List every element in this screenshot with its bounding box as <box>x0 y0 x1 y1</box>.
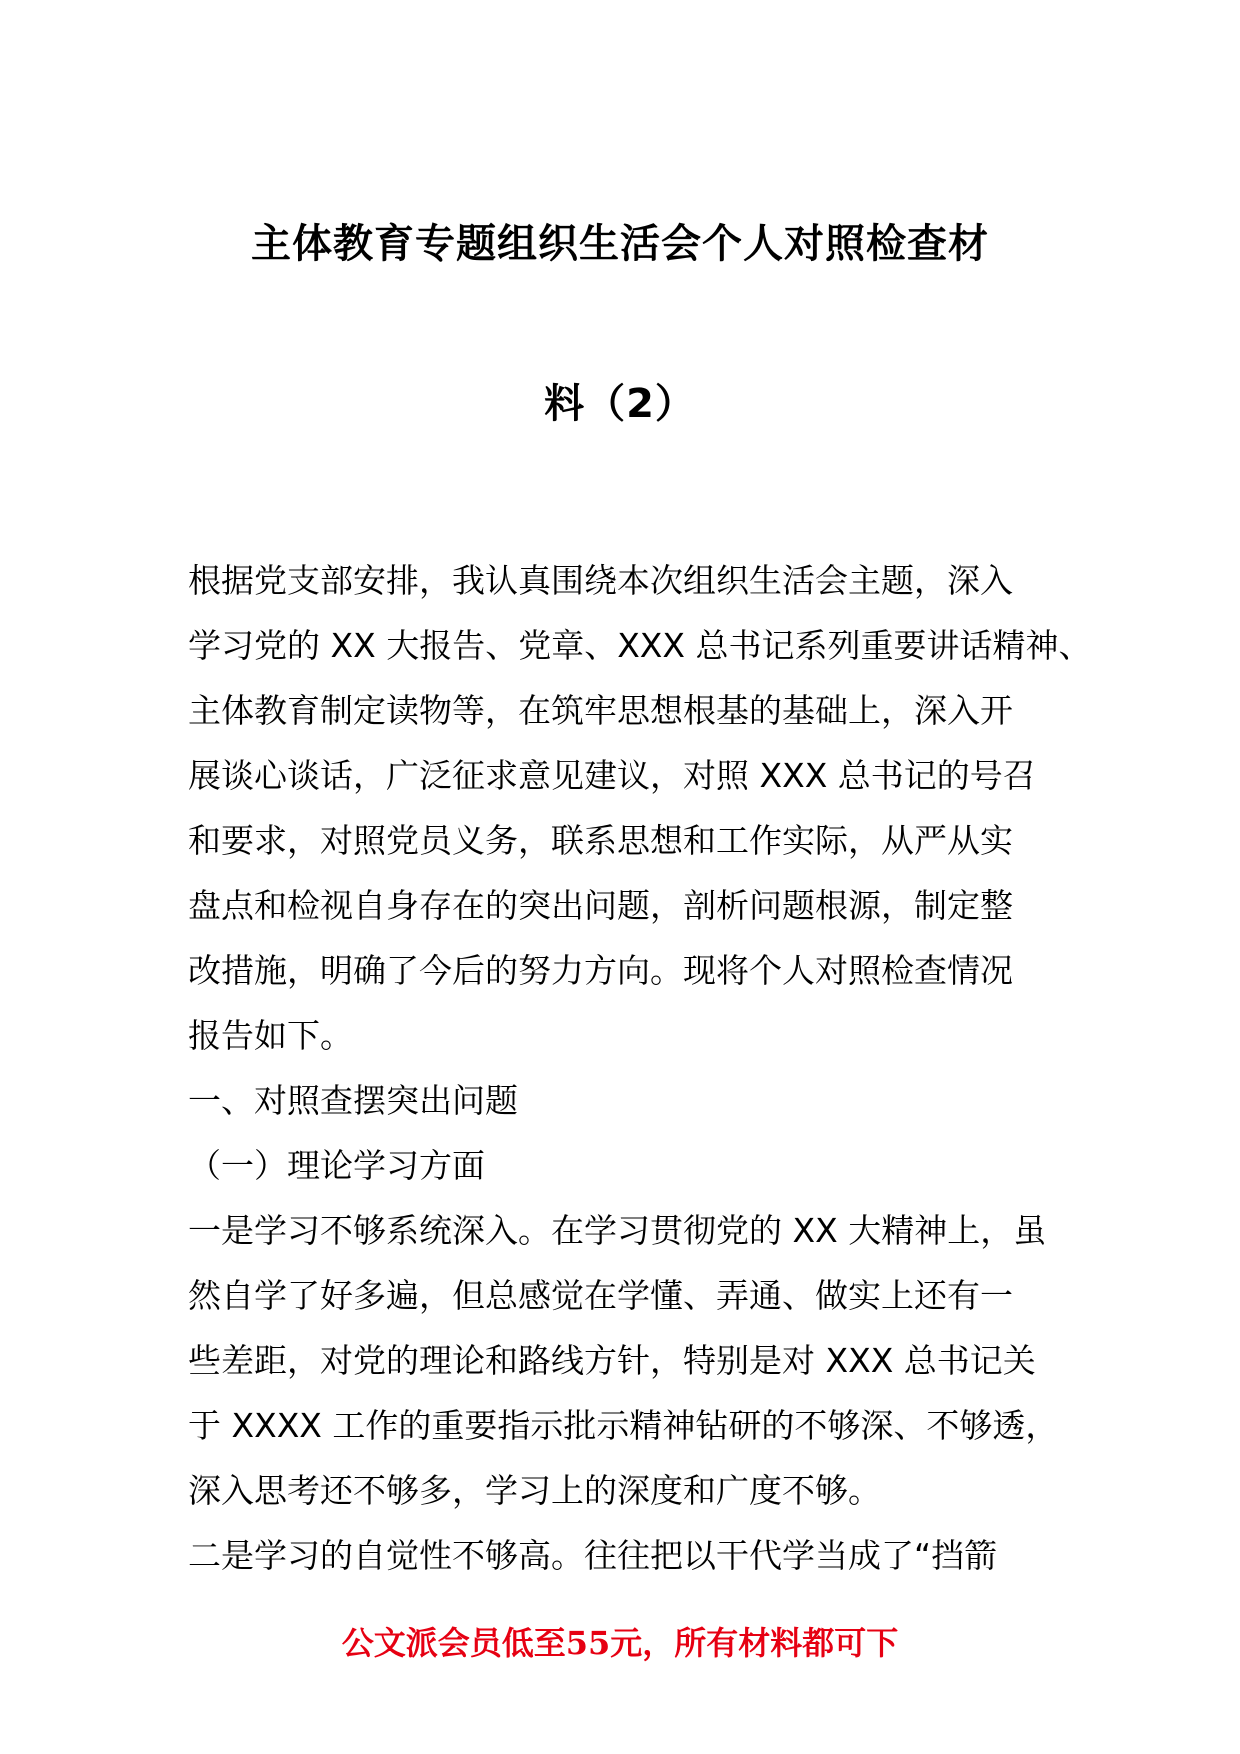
body-line: 根据党支部安排，我认真围绕本次组织生活会主题，深入 <box>188 561 1013 600</box>
body-line: 深入思考还不够多，学习上的深度和广度不够。 <box>188 1471 881 1510</box>
body-line: 二是学习的自觉性不够高。往往把以干代学当成了“挡箭 <box>188 1536 998 1575</box>
subsection-heading: （一）理论学习方面 <box>188 1146 485 1185</box>
body-line: 主体教育制定读物等，在筑牢思想根基的基础上，深入开 <box>188 691 1013 730</box>
body-line: 然自学了好多遍，但总感觉在学懂、弄通、做实上还有一 <box>188 1276 1013 1315</box>
body-line: 和要求，对照党员义务，联系思想和工作实际，从严从实 <box>188 821 1013 860</box>
footer-promo-text: 公文派会员低至55元，所有材料都可下 <box>341 1624 899 1662</box>
body-line: 改措施，明确了今后的努力方向。现将个人对照检查情况 <box>188 951 1013 990</box>
document-title-line-1: 主体教育专题组织生活会个人对照检查材 <box>251 221 989 267</box>
body-line: 些差距，对党的理论和路线方针，特别是对 XXX 总书记关 <box>188 1341 1036 1380</box>
document-body <box>188 548 1092 1588</box>
body-line: 学习党的 XX 大报告、党章、XXX 总书记系列重要讲话精神、 <box>188 626 1092 665</box>
body-line: 盘点和检视自身存在的突出问题，剖析问题根源，制定整 <box>188 886 1013 925</box>
document-title-line-2: 料（2） <box>544 381 696 427</box>
section-heading: 一、对照查摆突出问题 <box>188 1081 518 1120</box>
body-line: 展谈心谈话，广泛征求意见建议，对照 XXX 总书记的号召 <box>188 756 1036 795</box>
body-line: 一是学习不够系统深入。在学习贯彻党的 XX 大精神上，虽 <box>188 1211 1047 1250</box>
body-line: 于 XXXX 工作的重要指示批示精神钻研的不够深、不够透， <box>188 1406 1059 1445</box>
body-line: 报告如下。 <box>188 1016 353 1055</box>
